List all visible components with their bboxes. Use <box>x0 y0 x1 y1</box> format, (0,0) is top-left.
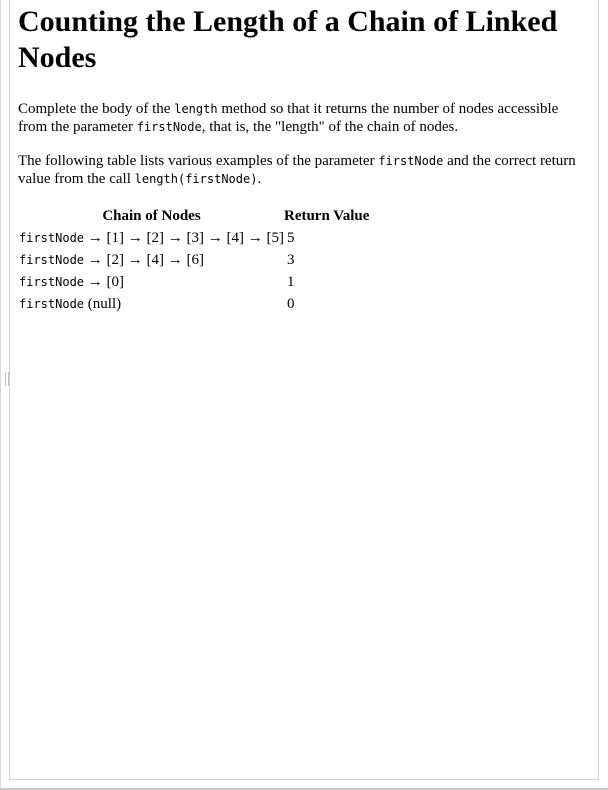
table-row <box>19 293 369 315</box>
instructions-text-end: , that is, the "length" of the chain of nodes. <box>201 119 459 135</box>
param-code: firstNode <box>19 296 85 311</box>
examples-table <box>19 205 369 315</box>
chain-text: → [1] → [2] → [3] → [4] → [5] <box>87 229 284 246</box>
table-header-row <box>19 205 369 227</box>
panel-bottom-border <box>9 779 599 780</box>
examples-paragraph <box>18 152 588 188</box>
call-expression-code: length(firstNode) <box>134 172 258 186</box>
method-name-code: length <box>174 102 218 116</box>
instructions-text-middle: method so that it returns the number of nodes accessible from the parameter <box>18 101 559 135</box>
chain-text: (null) <box>87 295 122 312</box>
instructions-paragraph <box>18 100 588 136</box>
chain-cell <box>19 249 284 271</box>
instructions-text-start: Complete the body of the <box>18 101 175 117</box>
table-row <box>19 227 369 249</box>
panel-right-border <box>598 0 599 780</box>
examples-text-start: The following table lists various examples of the parameter <box>18 153 379 169</box>
column-header-chain: Chain of Nodes <box>102 207 201 224</box>
chain-text: → [2] → [4] → [6] <box>87 251 205 268</box>
frame-left-border <box>0 0 1 790</box>
page-title: Counting the Length of a Chain of Linked Nodes <box>18 5 558 74</box>
return-value-cell: 5 <box>286 229 295 246</box>
param-code: firstNode <box>19 274 85 289</box>
chain-cell <box>19 227 284 249</box>
param-name-code: firstNode <box>136 120 202 134</box>
return-value-cell: 1 <box>286 273 295 290</box>
examples-text-middle: and the correct return value from the call <box>18 153 576 187</box>
panel-left-border <box>9 0 10 780</box>
param-code: firstNode <box>19 230 85 245</box>
chain-cell <box>19 271 284 293</box>
return-value-cell: 3 <box>286 251 295 268</box>
panel-resize-handle[interactable] <box>5 372 9 386</box>
examples-text-end: . <box>257 171 262 187</box>
table-row <box>19 271 369 293</box>
param-name-code: firstNode <box>378 154 444 168</box>
return-value-cell: 0 <box>286 295 295 312</box>
problem-description <box>18 0 588 315</box>
chain-text: → [0] <box>87 273 125 290</box>
chain-cell <box>19 293 284 315</box>
table-row <box>19 249 369 271</box>
column-header-return: Return Value <box>283 207 370 224</box>
param-code: firstNode <box>19 252 85 267</box>
